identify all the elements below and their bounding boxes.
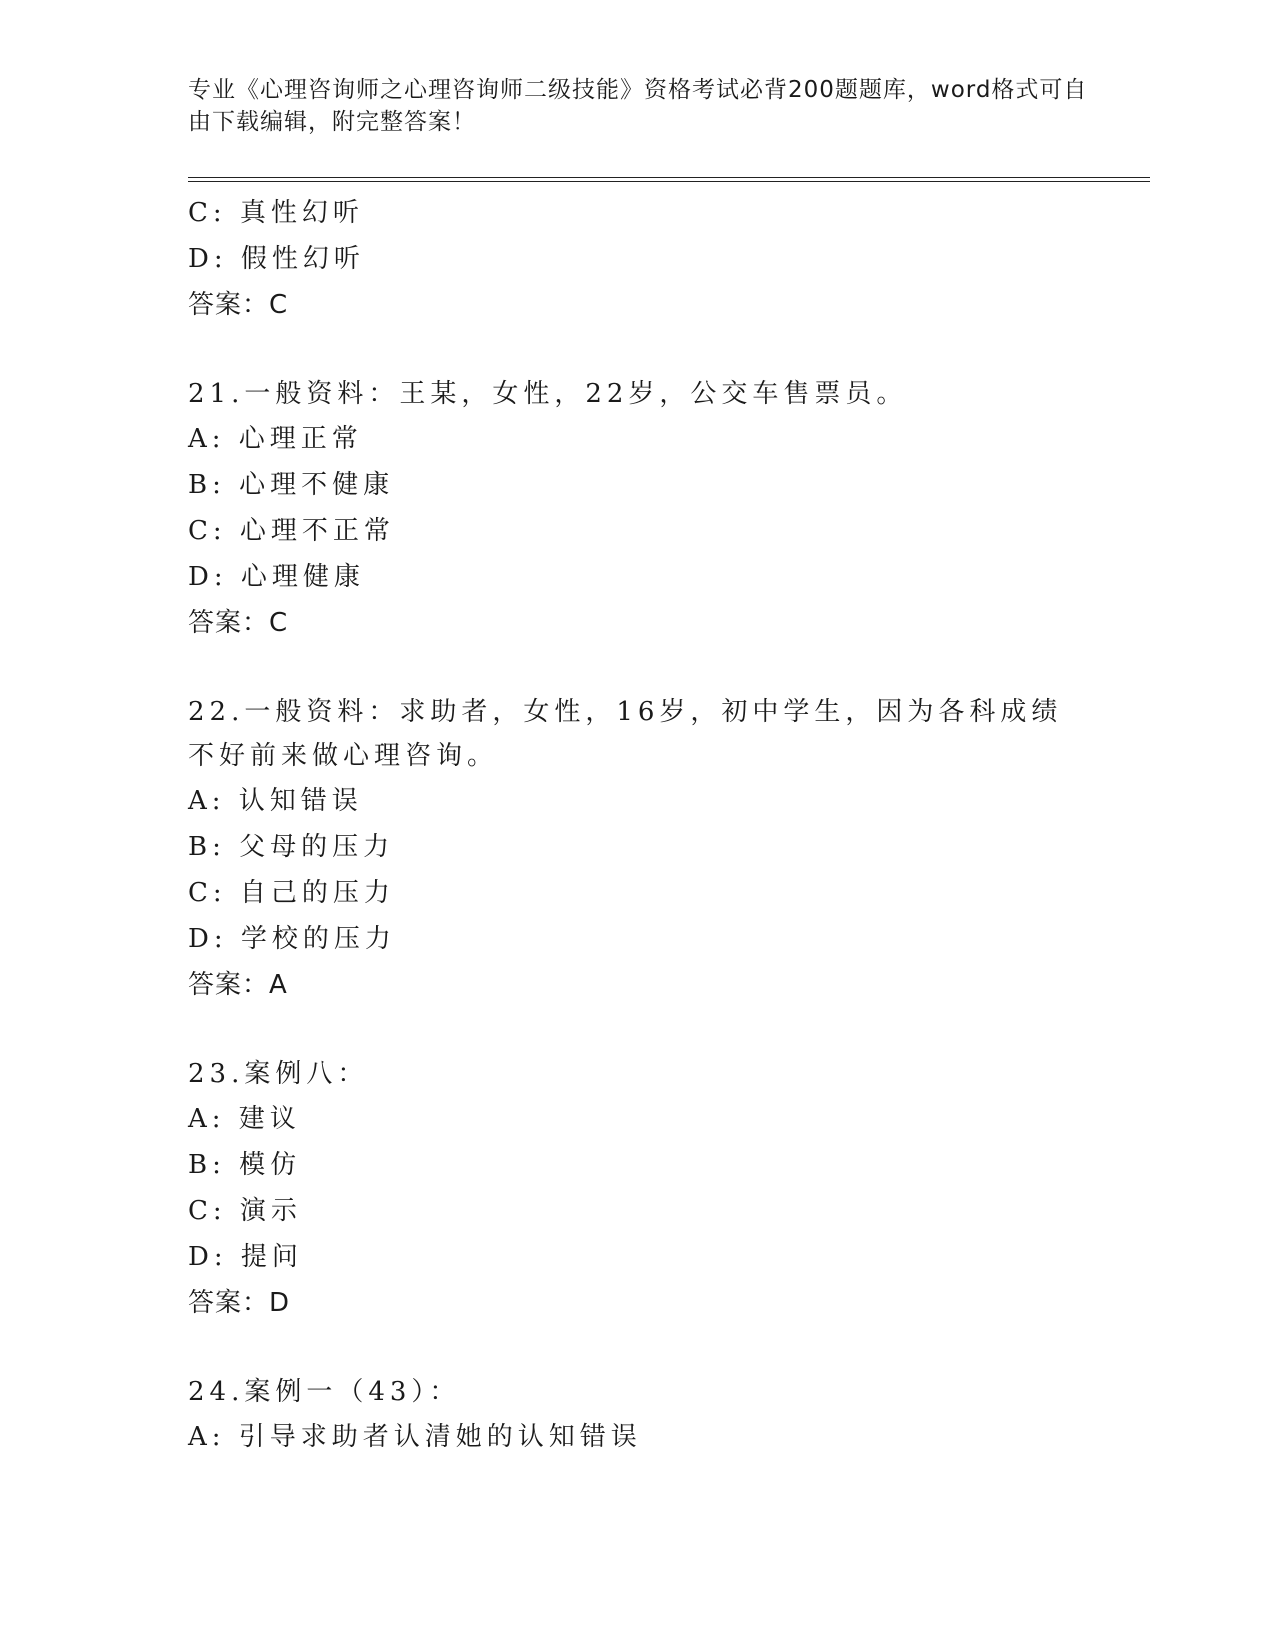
answer-line: 答案：D: [188, 1288, 291, 1318]
question-stem: 24.案例一（43）：: [188, 1377, 461, 1407]
question-21: [188, 372, 1078, 646]
option-a: A: 心理正常: [188, 424, 363, 454]
spacer: [188, 646, 1088, 690]
option-b: B: 模仿: [188, 1150, 302, 1180]
question-22: [188, 690, 1078, 1008]
header-divider-top: [188, 177, 1150, 178]
spacer: [188, 1326, 1088, 1370]
answer-line: 答案：C: [188, 608, 289, 638]
option-d: D: 假性幻听: [188, 244, 365, 274]
option-b: B: 父母的压力: [188, 832, 395, 862]
option-b: B: 心理不健康: [188, 470, 395, 500]
option-d: D: 心理健康: [188, 562, 365, 592]
question-stem: 23.案例八：: [188, 1059, 369, 1089]
question-23: [188, 1052, 1078, 1326]
option-a: A: 建议: [188, 1104, 301, 1134]
document-body: [188, 190, 1088, 1460]
question-stem: 21.一般资料：王某，女性，22岁，公交车售票员。: [188, 379, 908, 409]
option-d: D: 学校的压力: [188, 924, 396, 954]
question-24: [188, 1370, 1078, 1460]
option-c: C: 自己的压力: [188, 878, 395, 908]
document-header: 专业《心理咨询师之心理咨询师二级技能》资格考试必背200题题库，word格式可自由下载编辑，附完整答案！: [188, 77, 1088, 135]
spacer: [188, 328, 1088, 372]
answer-line: 答案：C: [188, 290, 289, 320]
option-c: C: 演示: [188, 1196, 302, 1226]
option-a: A: 认知错误: [188, 786, 363, 816]
spacer: [188, 1008, 1088, 1052]
header-divider-bottom: [188, 181, 1150, 182]
option-c: C: 心理不正常: [188, 516, 395, 546]
question-stem: 22.一般资料：求助者，女性，16岁，初中学生，因为各科成绩不好前来做心理咨询。: [188, 697, 1063, 771]
option-d: D: 提问: [188, 1242, 303, 1272]
option-a: A: 引导求助者认清她的认知错误: [188, 1422, 642, 1452]
question-continued: [188, 190, 1088, 328]
answer-line: 答案：A: [188, 970, 288, 1000]
option-c: C: 真性幻听: [188, 198, 364, 228]
